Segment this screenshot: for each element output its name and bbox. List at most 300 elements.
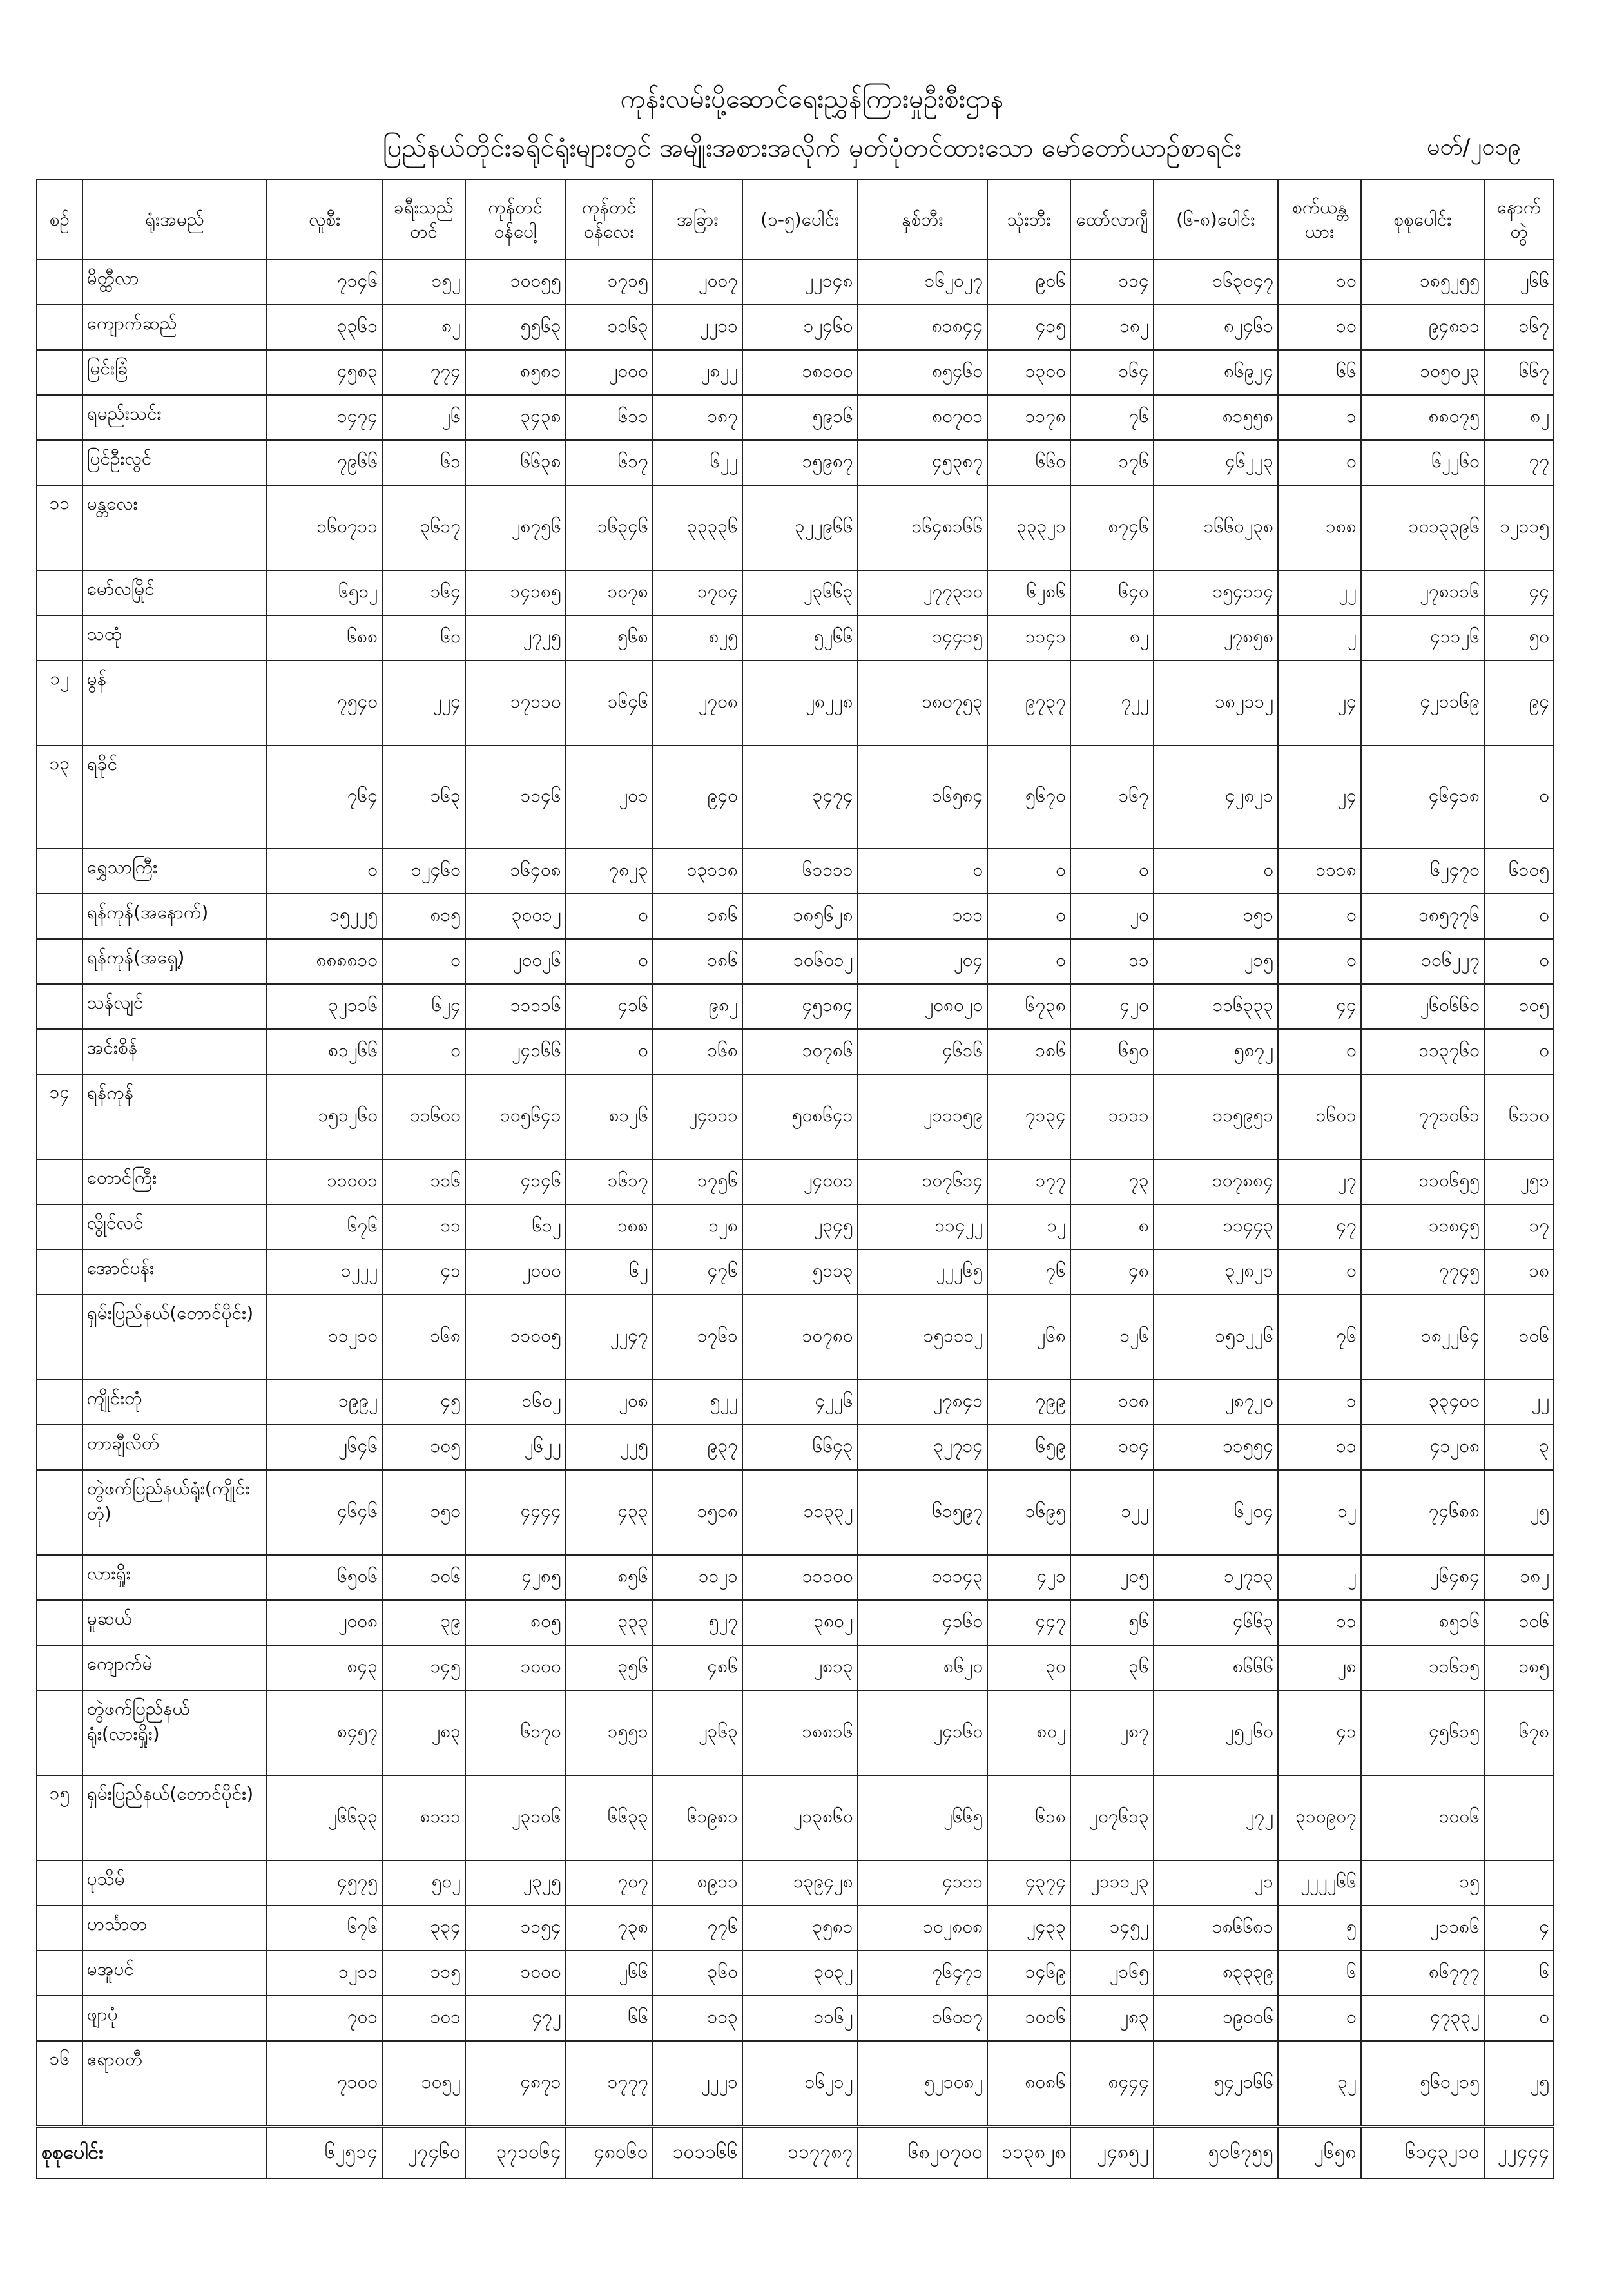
table-row [37,1600,1554,1645]
column-header: စဉ် [37,180,82,260]
column-header: အခြား [653,180,742,260]
cell-value: ၂၇၈၄၁ [858,1380,988,1425]
column-header: (၆-၈)ပေါင်း [1154,180,1278,260]
cell-value: ၁၁၁၀၀ [742,1555,858,1600]
table-row [37,661,1554,746]
cell-value: ၇၉၉ [987,1380,1070,1425]
cell-value: ၈၅၁၆ [1361,1600,1484,1645]
cell-value: ၁၈၆ [653,939,742,984]
cell-value: ၁၅၂၂၅ [267,894,382,939]
cell-value: ၂၁၆၅ [1070,1951,1154,1996]
cell-value: ၆၅၀ [1070,1029,1154,1074]
cell-value: ၅၄၂၁၆၆ [1154,2041,1278,2127]
cell-value: ၅၉၁၆ [742,395,858,440]
cell-value: ၇၆ [987,1250,1070,1295]
cell-value: ၂၇၂ [1154,1775,1278,1860]
row-number [37,350,82,395]
cell-value: ၁၅၁၂၂၆ [1154,1295,1278,1380]
cell-value: ၁၁၆၀၀ [382,1074,465,1159]
cell-value: ၅၆ [1070,1600,1154,1645]
column-header: ထော်လာဂျီ [1070,180,1154,260]
office-name: သန်လျင် [82,984,267,1029]
cell-value: ၄၆၆၃ [1154,1600,1278,1645]
cell-value: ၁၅၉၈၇ [742,440,858,485]
cell-value: ၄၄၇ [987,1600,1070,1645]
office-name: ကျိုင်းတုံ [82,1380,267,1425]
cell-value: ၇၄၆၈၈ [1361,1470,1484,1555]
cell-value: ၀ [267,849,382,894]
cell-value: ၂၆၆ [1484,260,1554,305]
cell-value: ၂၂ [1278,570,1361,615]
cell-value: ၁၆၃၄၆ [566,485,653,570]
cell-value: ၁၁၃၃၂ [742,1470,858,1555]
cell-value: ၂၂၁၄၈ [742,260,858,305]
cell-value: ၇၀၁ [267,1996,382,2041]
row-number: ၁၃ [37,746,82,849]
cell-value: ၁၆၈ [382,1295,465,1380]
cell-value: ၁၂၇၁၃ [1154,1555,1278,1600]
cell-value: ၉၄၈၁၁ [1361,305,1484,350]
office-name: ကျောက်မဲ [82,1645,267,1690]
cell-value: ၁၀၁၃၃၉၆ [1361,485,1484,570]
column-header: စုစုပေါင်း [1361,180,1484,260]
office-name: ရွှေသာကြီး [82,849,267,894]
cell-value: ၁၃၉၄၂၈ [742,1860,858,1906]
cell-value: ၂၂၄ [382,661,465,746]
cell-value: ၇၃ [1070,1159,1154,1204]
cell-value: ၄၆၂၂၃ [1154,440,1278,485]
cell-value: ၁၈၈၁၆ [742,1690,858,1775]
cell-value: ၁၁၇၈ [987,395,1070,440]
cell-value: ၁၂၆ [1070,1295,1154,1380]
row-number [37,570,82,615]
cell-value: ၂၄ [1278,661,1361,746]
table-row [37,1380,1554,1425]
cell-value: ၆၂၅၁၄ [267,2127,382,2179]
cell-value: ၄၂၈၂၁ [1154,746,1278,849]
cell-value: ၁၀၀၆ [1361,1775,1484,1860]
row-number [37,939,82,984]
cell-value: ၄၃၇၄ [987,1860,1070,1906]
cell-value: ၄၁၁၁ [858,1860,988,1906]
cell-value: ၆၁၁၀ [1484,1074,1554,1159]
cell-value: ၁၆၀၁ [1278,1074,1361,1159]
cell-value: ၂၇၇၃၁၀ [858,570,988,615]
cell-value: ၈၀၈၆ [987,2041,1070,2127]
cell-value: ၂၀၁ [566,746,653,849]
cell-value: ၂၆၀၆၆၀ [1361,984,1484,1029]
cell-value: ၂၀၀၇ [653,260,742,305]
cell-value: ၈၆၆၆ [1154,1645,1278,1690]
cell-value: ၁၈၈ [566,1204,653,1250]
vehicle-registration-table [36,179,1554,2179]
cell-value: ၁၁၀၀၅ [465,1295,566,1380]
cell-value: ၁၆၄ [382,570,465,615]
cell-value: ၂၈၃ [382,1690,465,1775]
row-number: ၁၆ [37,2041,82,2127]
cell-value: ၅၂၂ [653,1380,742,1425]
cell-value: ၁၁၃၈၂၈ [987,2127,1070,2179]
cell-value: ၂၄၁၁၁ [653,1074,742,1159]
cell-value: ၂၆၄၈၄ [1361,1555,1484,1600]
cell-value: ၀ [382,1029,465,1074]
cell-value: ၁၁ [1278,1425,1361,1470]
cell-value: ၁၁၄၂၂ [858,1204,988,1250]
cell-value: ၁၀၄ [1070,1425,1154,1470]
cell-value: ၆၁၁ [566,395,653,440]
cell-value: ၁၈၅၂၅၅ [1361,260,1484,305]
cell-value: ၄၆၄၁၈ [1361,746,1484,849]
cell-value: ၃၈၀၂ [742,1600,858,1645]
cell-value: ၈ [1070,1204,1154,1250]
cell-value: ၁၀၁ [382,1996,465,2041]
cell-value: ၁၀ [1278,305,1361,350]
cell-value: ၄၈ [1070,1250,1154,1295]
table-row [37,1470,1554,1555]
cell-value: ၆၁ [382,440,465,485]
cell-value: ၁၁၀၆၅၅ [1361,1159,1484,1204]
table-row [37,615,1554,661]
cell-value: ၈၄၅၇ [267,1690,382,1775]
cell-value: ၁၁၄ [1070,260,1154,305]
cell-value: ၂၆၂၂ [465,1425,566,1470]
table-row [37,1029,1554,1074]
cell-value: ၄၃၃ [566,1470,653,1555]
cell-value: ၄ [1484,1906,1554,1951]
cell-value: ၄၁၆၀ [858,1600,988,1645]
cell-value: ၈၆၉၂၄ [1154,350,1278,395]
office-name: တွဲဖက်ပြည်နယ်ရုံး(ကျိုင်းတုံ) [82,1470,267,1555]
cell-value: ၃၃၃ [566,1600,653,1645]
cell-value: ၁၄၇၄ [267,395,382,440]
cell-value: ၀ [382,939,465,984]
cell-value: ၆၇၃၈ [987,984,1070,1029]
cell-value: ၁၁၄၄၃ [1154,1204,1278,1250]
cell-value: ၁၁၅၄ [465,1906,566,1951]
table-row [37,1951,1554,1996]
cell-value: ၂၂၅ [566,1425,653,1470]
document-subtitle: ပြည်နယ်တိုင်းခရိုင်ရုံးများတွင် အမျိုးအစားအလိုက် မှတ်ပုံတင်ထားသော မော်တော်ယာဉ်စာရင်း [383,133,1241,163]
cell-value: ၁၅၁၁၁၂ [858,1295,988,1380]
cell-value: ၄၈၇၁ [465,2041,566,2127]
cell-value: ၆၂၈၆ [987,570,1070,615]
column-header: စက်ယန္တယား [1278,180,1361,260]
office-name: သထုံ [82,615,267,661]
cell-value: ၇၀၇ [566,1860,653,1906]
office-name: မွန် [82,661,267,746]
cell-value: ၁၈၀၇၅၃ [858,661,988,746]
cell-value: ၁၁၆၃၃၃ [1154,984,1278,1029]
cell-value: ၂၀၀၈ [267,1600,382,1645]
office-name: ကျောက်ဆည် [82,305,267,350]
cell-value: ၃၆၀ [653,1951,742,1996]
table-row [37,1775,1554,1860]
table-row [37,746,1554,849]
cell-value: ၁၇၇၇ [566,2041,653,2127]
cell-value: ၅၀၆၇၅၅ [1154,2127,1278,2179]
cell-value: ၁၁၀၀၁ [267,1159,382,1204]
row-number [37,1204,82,1250]
cell-value: ၁၆၅၈၄ [858,746,988,849]
cell-value: ၁၈၆ [987,1029,1070,1074]
cell-value: ၇၆ [1278,1295,1361,1380]
cell-value: ၁၃၀၀ [987,350,1070,395]
cell-value: ၇၆ [1070,395,1154,440]
cell-value: ၈၁၂၆ [566,1074,653,1159]
cell-value: ၆၀ [382,615,465,661]
cell-value: ၄၂၁၁၆၉ [1361,661,1484,746]
cell-value: ၁၆၄၆ [566,661,653,746]
row-number: ၁၄ [37,1074,82,1159]
cell-value: ၁၀၅၀၂၃ [1361,350,1484,395]
cell-value: ၁၅၅၁ [566,1690,653,1775]
table-row [37,1555,1554,1600]
cell-value: ၈၀၅ [465,1600,566,1645]
cell-value: ၂၂၄၇ [566,1295,653,1380]
table-row [37,395,1554,440]
cell-value: ၀ [1278,1029,1361,1074]
cell-value: ၁၅၁၂၆၀ [267,1074,382,1159]
cell-value: ၀ [1484,1996,1554,2041]
table-row [37,570,1554,615]
cell-value: ၀ [1484,746,1554,849]
cell-value: ၂၆၅၈ [1278,2127,1361,2179]
cell-value: ၂၂၂၁ [653,2041,742,2127]
cell-value: ၆၅၀၆ [267,1555,382,1600]
office-name: တွဲဖက်ပြည်နယ်ရုံး(လားရှိုး) [82,1690,267,1775]
cell-value: ၂၈၃ [1070,1996,1154,2041]
cell-value: ၁၀ [1278,260,1361,305]
cell-value: ၈၁၅ [382,894,465,939]
cell-value: ၁၀၅၂ [382,2041,465,2127]
cell-value: ၈၅၈၁ [465,350,566,395]
office-name: မိတ္ထီလာ [82,260,267,305]
cell-value: ၁၇၇ [987,1159,1070,1204]
cell-value: ၂၄၁၆၆ [465,1029,566,1074]
cell-value: ၄၄ [1484,570,1554,615]
cell-value: ၄၁၆ [566,984,653,1029]
table-row [37,1996,1554,2041]
row-number [37,1555,82,1600]
cell-value: ၄၁ [382,1250,465,1295]
cell-value: ၁၁ [382,1204,465,1250]
cell-value: ၁၁၅ [382,1951,465,1996]
cell-value: ၄၇၆ [653,1250,742,1295]
cell-value: ၂၁၁၁၅၉ [858,1074,988,1159]
cell-value: ၂၅၂၆၀ [1154,1690,1278,1775]
cell-value: ၄၅၁၈၄ [742,984,858,1029]
row-number [37,1860,82,1906]
cell-value: ၆၂၄၇၀ [1361,849,1484,894]
cell-value: ၂၁၁၁၂၃ [1070,1860,1154,1906]
cell-value: ၈၅၄၆၀ [858,350,988,395]
cell-value: ၁၅၄၁၁၄ [1154,570,1278,615]
cell-value: ၁၂၂ [1070,1470,1154,1555]
cell-value: ၅၂၁၀၈၂ [858,2041,988,2127]
cell-value: ၃၇၁၀၆၄ [465,2127,566,2179]
cell-value: ၅၀၈၆၄၁ [742,1074,858,1159]
cell-value: ၆၂၂၆၀ [1361,440,1484,485]
cell-value: ၆၁၂ [465,1204,566,1250]
cell-value: ၂၈၁၃ [742,1645,858,1690]
office-name: ဟင်္သာတ [82,1906,267,1951]
cell-value: ၁၀၇၈၆ [742,1029,858,1074]
table-row [37,849,1554,894]
cell-value: ၉၇၃၇ [987,661,1070,746]
cell-value: ၁၆၄ [1070,350,1154,395]
cell-value: ၂၇၈၅၈ [1154,615,1278,661]
cell-value: ၁၁၃၇၆၀ [1361,1029,1484,1074]
cell-value: ၁၆၃၀၄၇ [1154,260,1278,305]
cell-value: ၁၁၁၁ [1070,1074,1154,1159]
office-name: ဧရာဝတီ [82,2041,267,2127]
cell-value: ၁၆၄၈၁၆၆ [858,485,988,570]
cell-value: ၂၈၇၅၆ [465,485,566,570]
cell-value: ၇၃၈ [566,1906,653,1951]
cell-value: ၆၇၆ [267,1204,382,1250]
cell-value: ၀ [987,849,1070,894]
cell-value: ၄၅၇၅ [267,1860,382,1906]
cell-value: ၁၁၆၃ [566,305,653,350]
cell-value: ၂၃၆၆၃ [742,570,858,615]
cell-value: ၁၆၈ [653,1029,742,1074]
cell-value: ၁၇၀၄ [653,570,742,615]
cell-value: ၁ [1278,395,1361,440]
cell-value: ၆၈၂၀၇၀၀ [858,2127,988,2179]
cell-value: ၂၄၁၆၀ [858,1690,988,1775]
row-number [37,849,82,894]
cell-value: ၅၆၈ [566,615,653,661]
cell-value: ၆၇၈ [1484,1690,1554,1775]
cell-value: ၁၀၀၀ [465,1645,566,1690]
cell-value: ၁၀၀၅၅ [465,260,566,305]
cell-value: ၂၁ [1154,1860,1278,1906]
cell-value: ၆၂ [566,1250,653,1295]
cell-value: ၆၂၂ [653,440,742,485]
cell-value: ၁၆၇ [1484,305,1554,350]
cell-value: ၀ [987,939,1070,984]
cell-value: ၈၃၃၃၉ [1154,1951,1278,1996]
table-row [37,1295,1554,1380]
row-number [37,615,82,661]
cell-value: ၂၆၄၆ [267,1425,382,1470]
cell-value: ၁၁၁၁၆ [465,984,566,1029]
cell-value: ၀ [1070,849,1154,894]
cell-value: ၈၂၅ [653,615,742,661]
cell-value: ၄၂၀ [1070,984,1154,1029]
cell-value: ၆၆၄၃ [742,1425,858,1470]
cell-value: ၅၀၂ [382,1860,465,1906]
cell-value: ၁၂၄၆၀ [742,305,858,350]
cell-value: ၈၁၈၄၄ [858,305,988,350]
cell-value: ၄၁၄၆ [465,1159,566,1204]
total-label: စုစုပေါင်း [37,2127,267,2179]
table-header-row [37,180,1554,260]
cell-value: ၂၀၀၀ [566,350,653,395]
office-name: ရန်ကုန်(အနောက်) [82,894,267,939]
cell-value: ၂၈ [1278,1645,1361,1690]
office-name: ရမည်းသင်း [82,395,267,440]
row-number [37,440,82,485]
cell-value: ၄၈၆ [653,1645,742,1690]
cell-value: ၁၈၂၁၁၂ [1154,661,1278,746]
cell-value: ၈၆၇၇၇ [1361,1951,1484,1996]
cell-value: ၁၀၇၈ [566,570,653,615]
cell-value: ၂၁၁၈၆ [1361,1906,1484,1951]
cell-value: ၆၅၉ [987,1425,1070,1470]
cell-value: ၁၄၄၁၅ [858,615,988,661]
cell-value: ၈၇၄၆ [1070,485,1154,570]
office-name: ရခိုင် [82,746,267,849]
cell-value: ၃၀၃၂ [742,1951,858,1996]
cell-value: ၄၁၂၀၈ [1361,1425,1484,1470]
cell-value: ၈၂ [1484,395,1554,440]
cell-value: ၆၁၄၃၂၁၀ [1361,2127,1484,2179]
cell-value: ၁၇၆၁ [653,1295,742,1380]
cell-value: ၂၆၈ [987,1295,1070,1380]
cell-value: ၉၃၇ [653,1425,742,1470]
cell-value: ၂၀၅ [1070,1555,1154,1600]
cell-value: ၁၀၆ [1484,1295,1554,1380]
cell-value: ၁၁၄၁ [987,615,1070,661]
table-row [37,350,1554,395]
cell-value: ၄၅၈၃ [267,350,382,395]
cell-value: ၁၃၁၁၈ [653,849,742,894]
cell-value: ၃၆ [1070,1645,1154,1690]
office-name: ရှမ်းပြည်နယ်(တောင်ပိုင်း) [82,1295,267,1380]
table-row [37,1074,1554,1159]
cell-value: ၃၂၁၁၆ [267,984,382,1029]
cell-value: ၃ [1484,1425,1554,1470]
row-number [37,894,82,939]
cell-value: ၂၄၀၀၁ [742,1159,858,1204]
cell-value: ၆၆ [1278,350,1361,395]
cell-value: ၂၅ [1484,1470,1554,1555]
cell-value: ၁၈၈ [1278,485,1361,570]
cell-value: ၆၁၈ [987,1775,1070,1860]
column-header: လူစီး [267,180,382,260]
cell-value: ၂၇၂၅ [465,615,566,661]
cell-value: ၆၁၁၁၁ [742,849,858,894]
cell-value: ၁၈၅၇၇၆ [1361,894,1484,939]
cell-value: ၄၂၂၆ [742,1380,858,1425]
cell-value: ၅၂၇ [653,1600,742,1645]
cell-value: ၁၅၀ [382,1470,465,1555]
cell-value: ၁၄၅၂ [1070,1906,1154,1951]
row-number [37,395,82,440]
cell-value: ၀ [987,894,1070,939]
cell-value: ၂၄ [1278,746,1361,849]
cell-value: ၁၅၀၈ [653,1470,742,1555]
cell-value: ၄၇၂ [465,1996,566,2041]
cell-value: ၁၆၁၇ [566,1159,653,1204]
office-name: ပုသိမ် [82,1860,267,1906]
cell-value: ၀ [1278,440,1361,485]
cell-value: ၁၀၁၁၆၆ [653,2127,742,2179]
cell-value: ၉၀၆ [987,260,1070,305]
cell-value: ၂၂၄၄၄ [1484,2127,1554,2179]
cell-value: ၁၈၆ [653,894,742,939]
total-row [37,2127,1554,2179]
cell-value: ၇၂၂ [1070,661,1154,746]
cell-value: ၁၀၈ [1070,1380,1154,1425]
cell-value: ၁၀၆၂၂၇ [1361,939,1484,984]
cell-value: ၁၆၇ [1070,746,1154,849]
cell-value: ၁၂၁၁ [267,1951,382,1996]
row-number: ၁၁ [37,485,82,570]
cell-value: ၁၁၆၁၅ [1361,1645,1484,1690]
row-number [37,1690,82,1775]
